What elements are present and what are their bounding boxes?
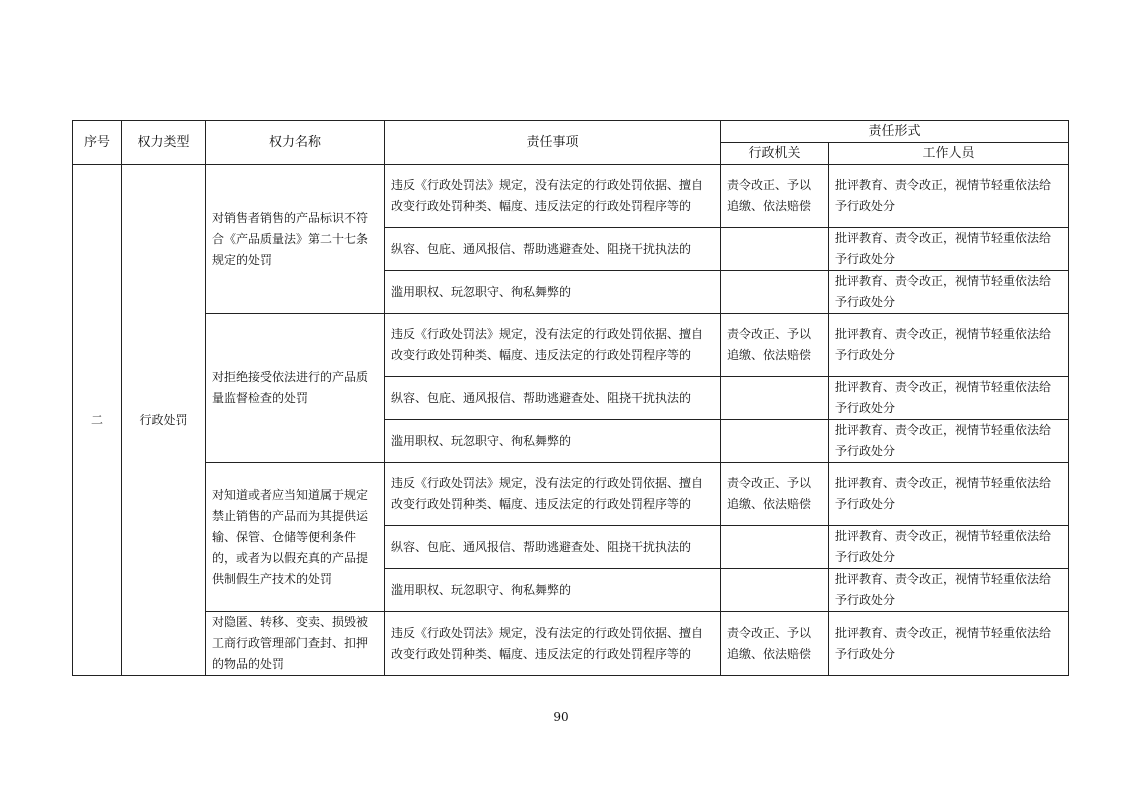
seq-cell: 二 xyxy=(73,165,122,676)
org-cell xyxy=(721,377,829,420)
header-seq: 序号 xyxy=(73,121,122,165)
matter-cell: 违反《行政处罚法》规定，没有法定的行政处罚依据、擅自改变行政处罚种类、幅度、违反法定的行政处罚程序等的 xyxy=(385,612,721,676)
staff-cell: 批评教育、责令改正，视情节轻重依法给予行政处分 xyxy=(829,271,1069,314)
table-row xyxy=(73,165,1069,228)
org-cell: 责令改正、予以追缴、依法赔偿 xyxy=(721,612,829,676)
staff-cell: 批评教育、责令改正，视情节轻重依法给予行政处分 xyxy=(829,569,1069,612)
matter-cell: 滥用职权、玩忽职守、徇私舞弊的 xyxy=(385,569,721,612)
power-type-cell: 行政处罚 xyxy=(122,165,206,676)
table-row xyxy=(73,314,1069,377)
table-row xyxy=(73,463,1069,526)
matter-cell: 滥用职权、玩忽职守、徇私舞弊的 xyxy=(385,271,721,314)
matter-cell: 违反《行政处罚法》规定，没有法定的行政处罚依据、擅自改变行政处罚种类、幅度、违反法定的行政处罚程序等的 xyxy=(385,463,721,526)
matter-cell: 违反《行政处罚法》规定，没有法定的行政处罚依据、擅自改变行政处罚种类、幅度、违反法定的行政处罚程序等的 xyxy=(385,165,721,228)
staff-cell: 批评教育、责令改正，视情节轻重依法给予行政处分 xyxy=(829,314,1069,377)
org-cell xyxy=(721,526,829,569)
header-power-name: 权力名称 xyxy=(206,121,385,165)
org-cell xyxy=(721,228,829,271)
staff-cell: 批评教育、责令改正，视情节轻重依法给予行政处分 xyxy=(829,377,1069,420)
staff-cell: 批评教育、责令改正，视情节轻重依法给予行政处分 xyxy=(829,612,1069,676)
matter-cell: 违反《行政处罚法》规定，没有法定的行政处罚依据、擅自改变行政处罚种类、幅度、违反法定的行政处罚程序等的 xyxy=(385,314,721,377)
header-admin-organ: 行政机关 xyxy=(721,143,829,165)
responsibility-table xyxy=(72,120,1069,676)
org-cell xyxy=(721,271,829,314)
header-responsibility-form: 责任形式 xyxy=(721,121,1069,143)
power-name-cell: 对隐匿、转移、变卖、损毁被工商行政管理部门查封、扣押的物品的处罚 xyxy=(206,612,385,676)
org-cell: 责令改正、予以追缴、依法赔偿 xyxy=(721,463,829,526)
staff-cell: 批评教育、责令改正，视情节轻重依法给予行政处分 xyxy=(829,463,1069,526)
power-name-cell: 对知道或者应当知道属于规定禁止销售的产品而为其提供运输、保管、仓储等便利条件的，或者为以假充真的产品提供制假生产技术的处罚 xyxy=(206,463,385,612)
org-cell xyxy=(721,420,829,463)
matter-cell: 滥用职权、玩忽职守、徇私舞弊的 xyxy=(385,420,721,463)
header-staff: 工作人员 xyxy=(829,143,1069,165)
header-power-type: 权力类型 xyxy=(122,121,206,165)
matter-cell: 纵容、包庇、通风报信、帮助逃避查处、阻挠干扰执法的 xyxy=(385,228,721,271)
org-cell xyxy=(721,569,829,612)
staff-cell: 批评教育、责令改正，视情节轻重依法给予行政处分 xyxy=(829,526,1069,569)
power-name-cell: 对拒绝接受依法进行的产品质量监督检查的处罚 xyxy=(206,314,385,463)
staff-cell: 批评教育、责令改正，视情节轻重依法给予行政处分 xyxy=(829,165,1069,228)
staff-cell: 批评教育、责令改正，视情节轻重依法给予行政处分 xyxy=(829,228,1069,271)
power-name-cell: 对销售者销售的产品标识不符合《产品质量法》第二十七条规定的处罚 xyxy=(206,165,385,314)
org-cell: 责令改正、予以追缴、依法赔偿 xyxy=(721,314,829,377)
header-responsibility-matter: 责任事项 xyxy=(385,121,721,165)
staff-cell: 批评教育、责令改正，视情节轻重依法给予行政处分 xyxy=(829,420,1069,463)
matter-cell: 纵容、包庇、通风报信、帮助逃避查处、阻挠干扰执法的 xyxy=(385,377,721,420)
table-row xyxy=(73,612,1069,676)
matter-cell: 纵容、包庇、通风报信、帮助逃避查处、阻挠干扰执法的 xyxy=(385,526,721,569)
page-number: 90 xyxy=(553,710,569,724)
org-cell: 责令改正、予以追缴、依法赔偿 xyxy=(721,165,829,228)
